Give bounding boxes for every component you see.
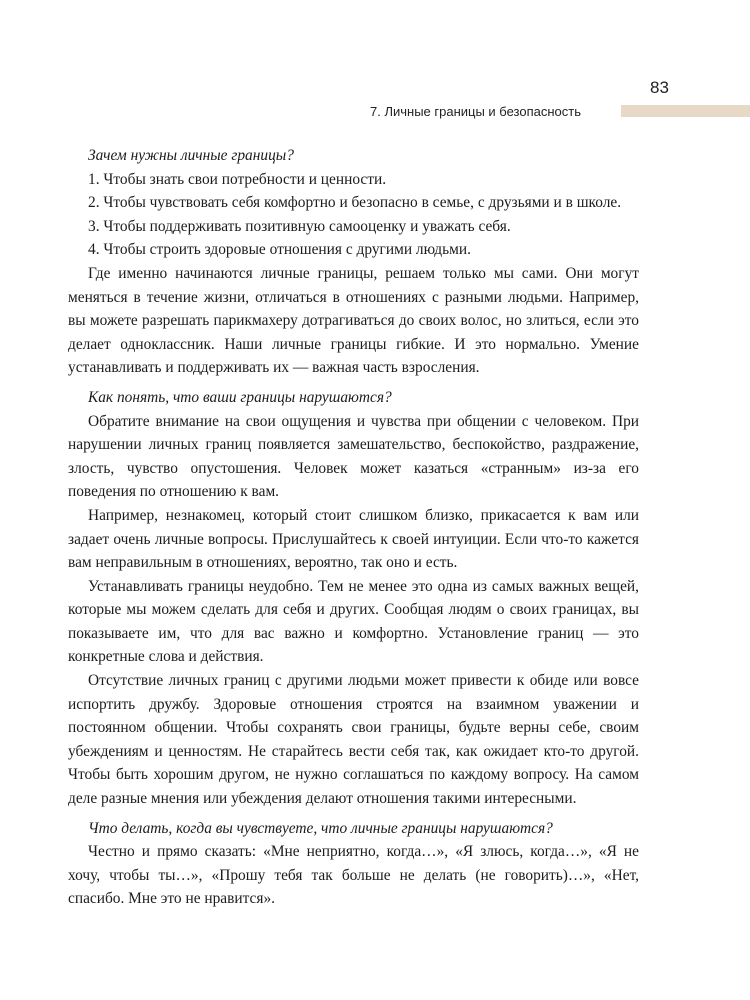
page-number: 83 <box>650 78 669 97</box>
header-accent-bar <box>621 105 750 117</box>
paragraph: Устанавливать границы неудобно. Тем не менее это одна из самых важных вещей, которые мы можем сделать для себя и других. Сообщая людям о своих границах, вы показываете им, что для вас важно и комфортно. Установление границ — это конкретные слова и действия. <box>68 577 639 666</box>
list-item: 4. Чтобы строить здоровые отношения с другими людьми. <box>88 241 471 259</box>
paragraph: Обратите внимание на свои ощущения и чувства при общении с человеком. При нарушении личных границ появляется замешательство, беспокойство, раздражение, злость, чувство опустошения. Человек может казаться «странным» из-за его поведения по отношению к вам. <box>68 412 639 501</box>
body-text <box>68 144 639 911</box>
paragraph: Например, незнакомец, который стоит слишком близко, прикасается к вам или задает очень личные вопросы. Прислушайтесь к своей интуиции. Если что-то кажется вам неправильным в отношениях, вероятно, так оно и есть. <box>68 506 639 572</box>
question-heading-why: Зачем нужны личные границы? <box>88 147 294 164</box>
paragraph: Где именно начинаются личные границы, решаем только мы сами. Они могут меняться в течение жизни, отличаться в отношениях с разными людьми. Например, вы можете разрешать парикмахеру дотрагиваться до своих волос, но злиться, если это делает одноклассник. Наши личные границы гибкие. И это нормально. Умение устанавливать и поддерживать их — важная часть взросления. <box>68 264 639 377</box>
question-heading-what: Что делать, когда вы чувствуете, что личные границы нарушаются? <box>88 819 553 837</box>
list-item: 3. Чтобы поддерживать позитивную самооценку и уважать себя. <box>88 217 511 235</box>
chapter-title: 7. Личные границы и безопасность <box>370 104 581 119</box>
question-heading-how: Как понять, что ваши границы нарушаются? <box>88 388 392 406</box>
list-item: 1. Чтобы знать свои потребности и ценности. <box>88 170 387 188</box>
paragraph: Отсутствие личных границ с другими людьми может привести к обиде или вовсе испортить дружбу. Здоровые отношения строятся на взаимном уважении и постоянном общении. Чтобы сохранять свои границы, будьте верны себе, своим убеждениям и ценностям. Не старайтесь вести себя так, как ожидает кто-то другой. Чтобы быть хорошим другом, не нужно соглашаться по каждому вопросу. На самом деле разные мнения или убеждения делают отношения такими интересными. <box>68 672 639 808</box>
list-item: 2. Чтобы чувствовать себя комфортно и безопасно в семье, с друзьями и в школе. <box>88 194 622 212</box>
paragraph: Честно и прямо сказать: «Мне неприятно, когда…», «Я злюсь, когда…», «Я не хочу, чтобы ты…», «Прошу тебя так больше не делать (не говорить)…», «Нет, спасибо. Мне это не нравится». <box>68 843 639 908</box>
